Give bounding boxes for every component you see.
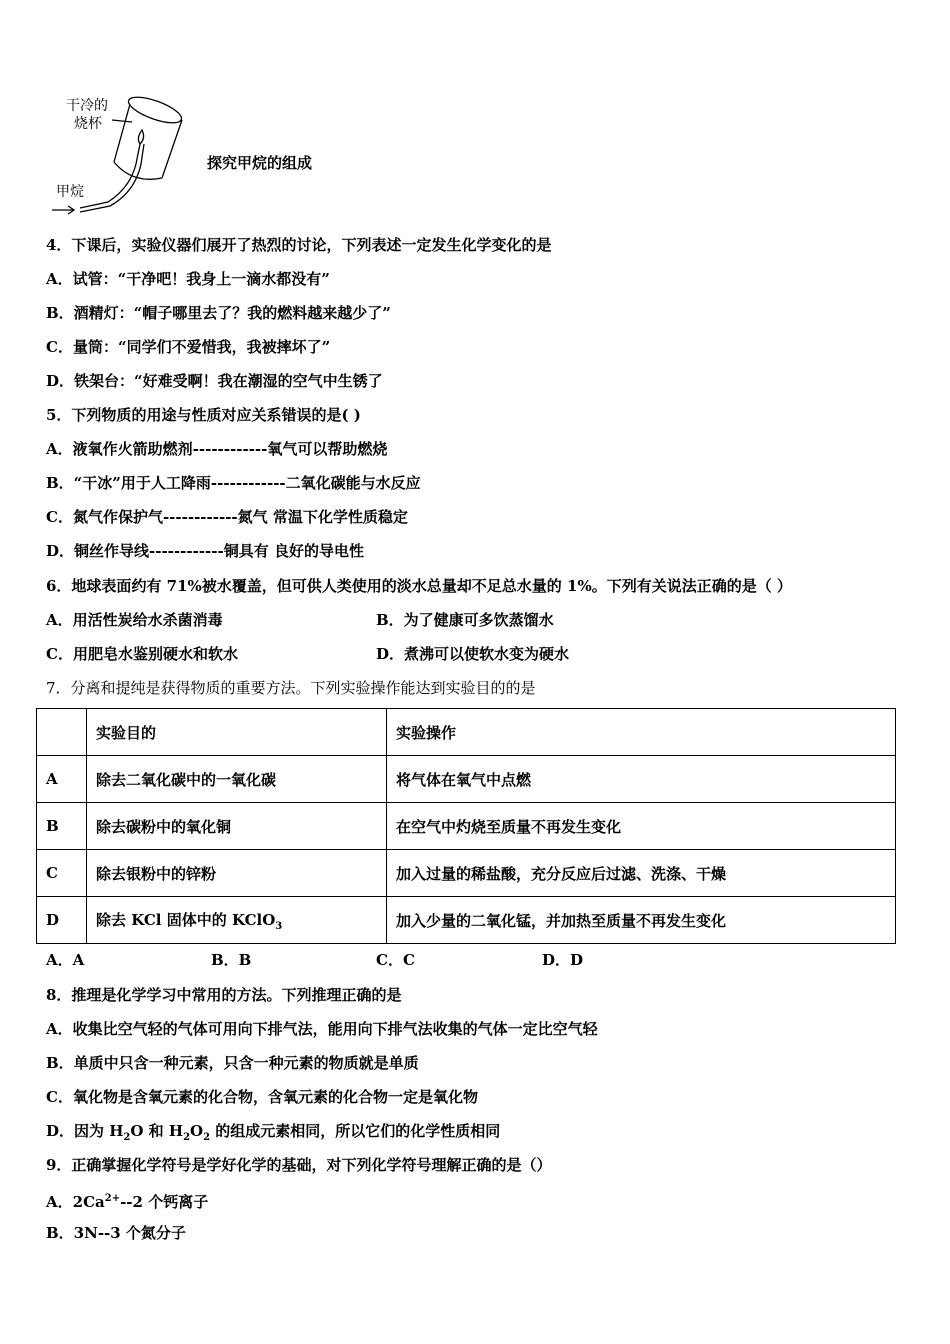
q4-option-d: D．铁架台：“好难受啊！我在潮湿的空气中生锈了 [46, 372, 383, 390]
q4-option-b: B．酒精灯：“帽子哪里去了？我的燃料越来越少了” [46, 304, 391, 322]
q7-answer-c: C．C [376, 951, 415, 969]
q8-option-c: C．氧化物是含氧元素的化合物，含氧元素的化合物一定是氧化物 [46, 1088, 478, 1106]
text-part: O 和 H [130, 1122, 184, 1140]
table-cell: 除去二氧化碳中的一氧化碳 [87, 756, 387, 803]
table-cell: 将气体在氧气中点燃 [387, 756, 896, 803]
q8-option-a: A．收集比空气轻的气体可用向下排气法，能用向下排气法收集的气体一定比空气轻 [46, 1020, 598, 1038]
q8-stem: 8．推理是化学学习中常用的方法。下列推理正确的是 [46, 986, 402, 1004]
text-part: A．2Ca [46, 1193, 105, 1211]
q5-option-d: D．铜丝作导线------------铜具有 良好的导电性 [46, 542, 364, 560]
beaker-label-line2: 烧杯 [74, 116, 102, 132]
subscript: 3 [275, 920, 283, 932]
text-part: D．因为 H [46, 1122, 124, 1140]
cell-text: 除去 KCl 固体中的 KClO [96, 910, 276, 929]
subscript: 2 [123, 1132, 131, 1143]
beaker-bottom [114, 162, 162, 179]
beaker-side [114, 104, 182, 178]
q6-option-a: A．用活性炭给水杀菌消毒 [46, 611, 223, 629]
superscript: 2+ [104, 1193, 121, 1204]
gas-label: 甲烷 [56, 184, 84, 200]
q8-option-d [46, 1121, 500, 1148]
q9-option-b: B．3N--3 个氮分子 [46, 1224, 186, 1242]
table-row [37, 850, 896, 897]
q6-option-c: C．用肥皂水鉴别硬水和软水 [46, 645, 238, 663]
table-header-cell: 实验操作 [387, 709, 896, 756]
q5-option-a: A．液氧作火箭助燃剂------------氧气可以帮助燃烧 [46, 440, 388, 458]
flame-icon [138, 130, 143, 144]
table-cell: D [37, 897, 87, 944]
beaker-label-line1: 干冷的 [66, 98, 108, 114]
text-part: 的组成元素相同，所以它们的化学性质相同 [210, 1122, 501, 1140]
table-row [37, 803, 896, 850]
table-cell: A [37, 756, 87, 803]
gas-tube [80, 144, 144, 212]
q5-stem: 5．下列物质的用途与性质对应关系错误的是( ) [46, 406, 361, 424]
table-cell: 加入过量的稀盐酸，充分反应后过滤、洗涤、干燥 [387, 850, 896, 897]
methane-experiment-figure [50, 92, 200, 220]
table-header-row [37, 709, 896, 756]
q7-answer-a: A．A [46, 951, 85, 969]
subscript: 2 [203, 1132, 211, 1143]
table-cell [87, 897, 387, 944]
q7-answer-b: B．B [211, 951, 252, 969]
q6-option-b: B．为了健康可多饮蒸馏水 [376, 611, 554, 629]
arrow-icon [52, 206, 74, 214]
q9-stem: 9．正确掌握化学符号是学好化学的基础，对下列化学符号理解正确的是（） [46, 1156, 552, 1174]
subscript: 2 [183, 1132, 191, 1143]
table-cell: 除去银粉中的锌粉 [87, 850, 387, 897]
q4-option-c: C．量筒：“同学们不爱惜我，我被摔坏了” [46, 338, 331, 356]
figure-caption: 探究甲烷的组成 [207, 154, 313, 172]
table-header-cell [37, 709, 87, 756]
q6-option-d: D．煮沸可以使软水变为硬水 [376, 645, 570, 663]
table-header-cell: 实验目的 [87, 709, 387, 756]
table-row [37, 756, 896, 803]
q4-stem: 4．下课后，实验仪器们展开了热烈的讨论，下列表述一定发生化学变化的是 [46, 236, 552, 254]
q7-stem: 7．分离和提纯是获得物质的重要方法。下列实验操作能达到实验目的的是 [46, 679, 536, 697]
q5-option-c: C．氮气作保护气------------氮气 常温下化学性质稳定 [46, 508, 408, 526]
table-cell: 除去碳粉中的氧化铜 [87, 803, 387, 850]
text-part: --2 个钙离子 [120, 1193, 209, 1211]
q6-stem: 6．地球表面约有 71%被水覆盖，但可供人类使用的淡水总量却不足总水量的 1%。下列有关说法正确的是（ ） [46, 577, 792, 595]
table-cell: 加入少量的二氧化锰，并加热至质量不再发生变化 [387, 897, 896, 944]
q8-option-b: B．单质中只含一种元素，只含一种元素的物质就是单质 [46, 1054, 419, 1072]
label-leader [112, 120, 132, 122]
q7-table [36, 708, 896, 944]
table-row [37, 897, 896, 944]
beaker-rim [126, 92, 185, 128]
q5-option-b: B．“干冰”用于人工降雨------------二氧化碳能与水反应 [46, 474, 421, 492]
table-cell: 在空气中灼烧至质量不再发生变化 [387, 803, 896, 850]
text-part: O [190, 1122, 204, 1140]
table-cell: B [37, 803, 87, 850]
q7-answer-d: D．D [542, 951, 584, 969]
q4-option-a: A．试管：“干净吧！我身上一滴水都没有” [46, 270, 330, 288]
q9-option-a [46, 1189, 208, 1212]
table-cell: C [37, 850, 87, 897]
